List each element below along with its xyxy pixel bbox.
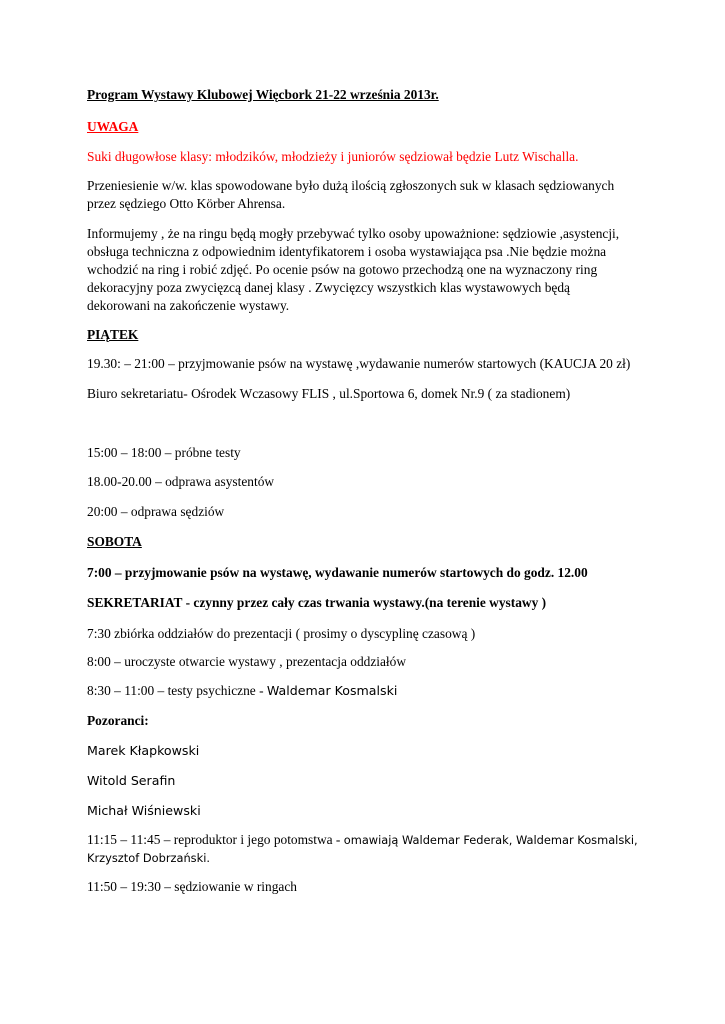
info-line-3: wchodzić na ring i robić zdjęć. Po ocenie psów na gotowo przechodzą one na wyznaczony ring [87, 262, 598, 277]
helper-name: Witold Serafin [87, 773, 176, 788]
info-line-4: dekoracyjny poza zwycięzcą danej klasy . Zwycięzcy wszystkich klas wystawowych będą [87, 280, 570, 295]
breeder-judges-continued: Krzysztof Dobrzański. [87, 851, 210, 865]
helper-name: Marek Kłapkowski [87, 743, 200, 758]
info-line-2: obsługa techniczna z odpowiednim identyfikatorem i osoba wystawiająca psa .Nie będzie można [87, 244, 607, 259]
transfer-line-2: przez sędziego Otto Körber Ahrensa. [87, 196, 286, 211]
saturday-psych-tests [87, 682, 397, 700]
transfer-line-1: Przeniesienie w/w. klas spowodowane było dużą ilością zgłoszonych suk w klasach sędziowanych [87, 178, 615, 193]
info-line-1: Informujemy , że na ringu będą mogły przebywać tylko osoby upoważnione: sędziowie ,asystencji, [87, 226, 620, 241]
notice-text: Suki długowłose klasy: młodzików, młodzieży i juniorów sędziował będzie Lutz Wischalla. [87, 149, 579, 164]
friday-assistants: 18.00-20.00 – odprawa asystentów [87, 474, 275, 489]
saturday-gathering: 7:30 zbiórka oddziałów do prezentacji ( prosimy o dyscyplinę czasową ) [87, 626, 476, 641]
info-line-5: dekorowani na zakończenie wystawy. [87, 298, 290, 313]
breeder-text: 11:15 – 11:45 – reproduktor i jego potomstwa - [87, 832, 344, 847]
saturday-secretariat: SEKRETARIAT - czynny przez cały czas trwania wystawy.(na terenie wystawy ) [87, 595, 547, 610]
notice-heading: UWAGA [87, 119, 139, 134]
saturday-heading: SOBOTA [87, 534, 142, 549]
psych-tests-text: 8:30 – 11:00 – testy psychiczne - [87, 683, 267, 698]
friday-judges: 20:00 – odprawa sędziów [87, 504, 225, 519]
saturday-opening: 8:00 – uroczyste otwarcie wystawy , prezentacja oddziałów [87, 654, 407, 669]
friday-office: Biuro sekretariatu- Ośrodek Wczasowy FLIS , ul.Sportowa 6, domek Nr.9 ( za stadionem) [87, 386, 571, 401]
helpers-heading: Pozoranci: [87, 713, 149, 728]
saturday-reception: 7:00 – przyjmowanie psów na wystawę, wydawanie numerów startowych do godz. 12.00 [87, 565, 588, 580]
helper-name: Michał Wiśniewski [87, 803, 201, 818]
friday-tests: 15:00 – 18:00 – próbne testy [87, 445, 241, 460]
saturday-breeder [87, 831, 638, 849]
saturday-judging: 11:50 – 19:30 – sędziowanie w ringach [87, 879, 297, 894]
document-title: Program Wystawy Klubowej Więcbork 21-22 września 2013r. [87, 87, 439, 102]
psych-tests-judge: Waldemar Kosmalski [266, 683, 398, 698]
breeder-judges: omawiają Waldemar Federak, Waldemar Kosmalski, [343, 833, 638, 847]
friday-reception: 19.30: – 21:00 – przyjmowanie psów na wystawę ,wydawanie numerów startowych (KAUCJA 20 zł) [87, 356, 631, 371]
friday-heading: PIĄTEK [87, 327, 139, 342]
